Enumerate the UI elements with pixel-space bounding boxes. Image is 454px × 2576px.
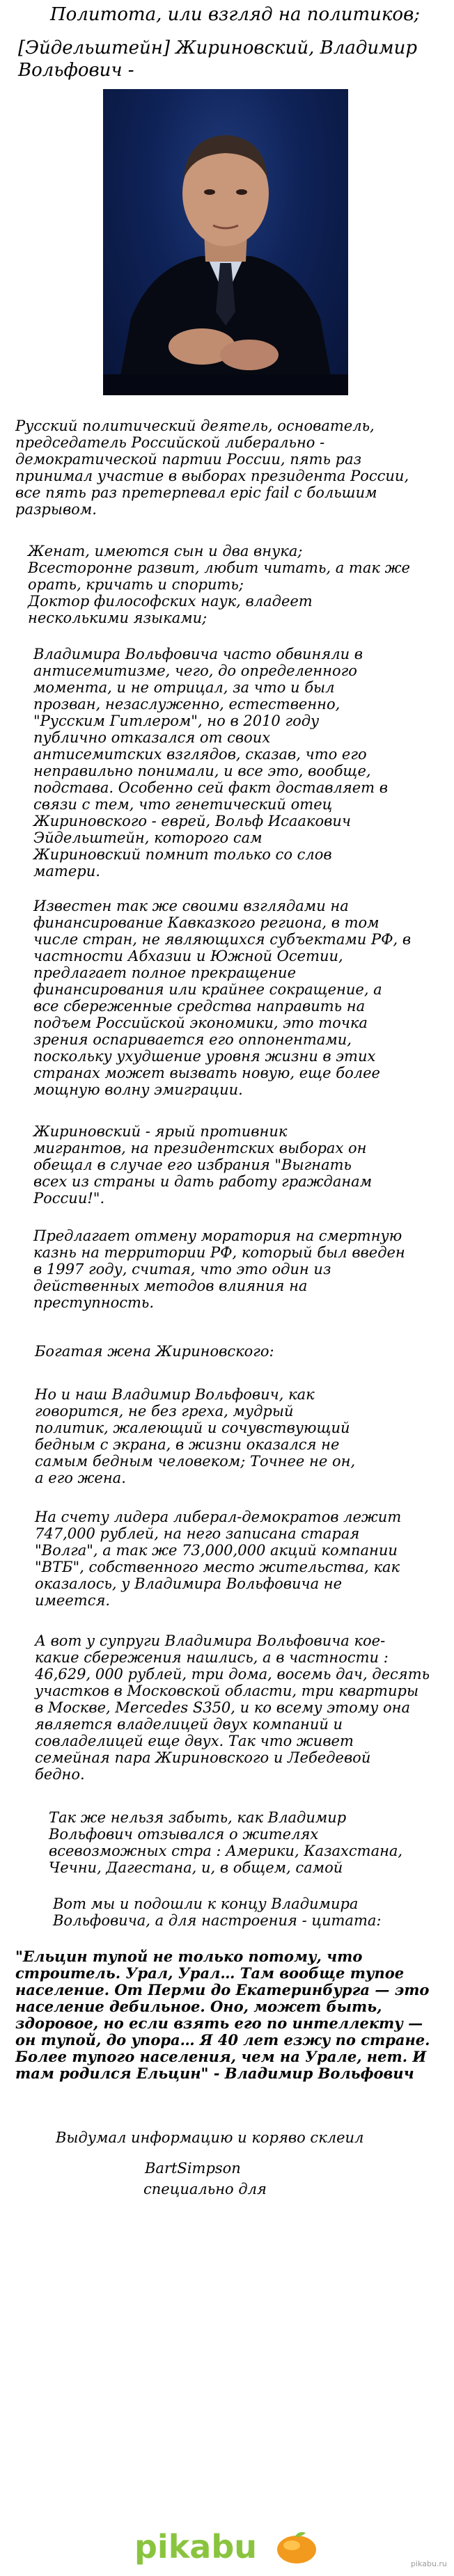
text-line: Жириновский - ярый противник <box>33 1123 288 1140</box>
text-line: Женат, имеются сын и два внука; <box>28 543 303 559</box>
text-line: частности Абхазии и Южной Осетии, <box>33 948 343 964</box>
text-line: антисемитизме, чего, до определенного <box>33 662 357 679</box>
text-line: обещал в случае его избрания "Выгнать <box>33 1156 352 1173</box>
text-line: Чечни, Дагестана, и, в общем, самой <box>49 1859 343 1876</box>
rich-wife-heading: Богатая жена Жириновского: <box>35 1343 274 1360</box>
text-line: несколькими языками; <box>28 610 208 626</box>
text-line: Так же нельзя забыть, как Владимир <box>49 1809 347 1826</box>
text-line: подъем Российской экономики, это точка <box>33 1015 368 1031</box>
text-line: зрения оспаривается его оппонентами, <box>33 1031 352 1048</box>
text-line: Жириновского - еврей, Вольф Исаакович <box>33 813 351 829</box>
text-line: председатель Российской либерально - <box>15 434 325 451</box>
text-line: России!". <box>33 1190 105 1207</box>
text-line: момента, и не отрицал, за что и был <box>33 679 335 696</box>
text-line: подстава. Особенно сей факт доставляет в <box>33 779 388 796</box>
text-line: матери. <box>33 863 100 880</box>
text-line: политик, жалеющий и сочувствующий <box>35 1420 350 1436</box>
text-line: всевозможных стра : Америки, Казахстана, <box>49 1843 403 1859</box>
text-line: Всесторонне развит, любит читать, а так же <box>28 559 410 576</box>
text-line: семейная пара Жириновского и Лебедевой <box>35 1749 371 1766</box>
text-line: предлагает полное прекращение <box>33 964 296 981</box>
text-line: совладелицей еще двух. Так что живет <box>35 1733 354 1749</box>
credits-line: Выдумал информацию и коряво склеил <box>56 2129 364 2146</box>
text-line: публично отказался от своих <box>33 729 271 746</box>
text-line: 46,629, 000 рублей, три дома, восемь дач, десять <box>35 1666 430 1683</box>
text-line: бедным с экрана, в жизни оказался не <box>35 1436 340 1453</box>
text-line: самым бедным человеком; Точнее не он, <box>35 1453 356 1470</box>
text-line: там родился Ельцин" - Владимир Вольфович <box>15 2065 414 2082</box>
text-line: преступность. <box>33 1294 155 1311</box>
text-line: в Москве, Mercedes S350, и ко всему этому она <box>35 1699 410 1716</box>
text-line: Вольфович отзывался о жителях <box>49 1826 319 1843</box>
text-line: прозван, незаслуженно, естественно, <box>33 696 340 713</box>
title-line-2: [Эйдельштейн] Жириновский, Владимир <box>18 38 418 58</box>
text-line: "ВТБ", собственного место жительства, как <box>35 1559 400 1575</box>
text-line: какие сбережения нашлись, а в частности : <box>35 1649 389 1666</box>
text-line: На счету лидера либерал-демократов лежит <box>35 1509 402 1525</box>
pikabu-peach-icon <box>274 2529 320 2565</box>
text-line: орать, кричать и спорить; <box>28 576 244 593</box>
text-line: а его жена. <box>35 1470 126 1486</box>
text-line: странах может вызвать новую, еще более <box>33 1065 380 1081</box>
text-line: Вольфовича, а для настроения - цитата: <box>53 1912 382 1929</box>
text-line: финансирования или крайнее сокращение, а <box>33 981 382 998</box>
text-line: говорится, не без греха, мудрый <box>35 1403 294 1420</box>
text-line: антисемитских взглядов, сказав, что его <box>33 746 367 763</box>
text-line: Предлагает отмену моратория на смертную <box>33 1227 402 1244</box>
text-line: всех из страны и дать работу гражданам <box>33 1173 373 1190</box>
watermark: pikabu.ru <box>411 2559 447 2568</box>
text-line: принимал участие в выборах президента России, <box>15 468 409 484</box>
text-line: А вот у супруги Владимира Вольфовича кое- <box>35 1632 386 1649</box>
text-line: Жириновский помнит только со слов <box>33 846 332 863</box>
text-line: население. От Перми до Екатеринбурга — это <box>15 1981 430 1998</box>
text-line: связи с тем, что генетический отец <box>33 796 333 813</box>
text-line: казнь на территории РФ, который был введен <box>33 1244 405 1261</box>
text-line: 747,000 рублей, на него записана старая <box>35 1525 360 1542</box>
text-line: участков в Московской области, три квартиры <box>35 1683 419 1699</box>
text-line: Владимира Вольфовича часто обвиняли в <box>33 646 363 662</box>
text-line: "Русским Гитлером", но в 2010 году <box>33 713 320 729</box>
text-line: разрывом. <box>15 501 97 518</box>
text-line: Доктор философских наук, владеет <box>28 593 313 610</box>
text-line: здоровое, но если взять его по интеллекту — <box>15 2014 423 2032</box>
credits-author: BartSimpson <box>145 2160 241 2177</box>
text-line: Известен так же своими взглядами на <box>33 898 349 914</box>
text-line: неправильно понимали, и все это, вообще, <box>33 763 371 779</box>
text-line: "Ельцин тупой не только потому, что <box>15 1948 363 1965</box>
text-line: финансирование Кавказкого региона, в том <box>33 914 379 931</box>
text-line: является владелицей двух компаний и <box>35 1716 343 1733</box>
title-line-3: Вольфович - <box>18 60 134 81</box>
credits-line: специально для <box>143 2181 267 2197</box>
text-line: Более тупого населения, чем на Урале, нет. И <box>15 2048 427 2065</box>
text-line: все сбереженные средства направить на <box>33 998 366 1015</box>
text-line: население дебильное. Оно, может быть, <box>15 1998 382 2015</box>
portrait-illustration <box>103 89 348 395</box>
text-line: он тупой, до упора… Я 40 лет езжу по стране. <box>15 2031 430 2049</box>
text-line: поскольку ухудшение уровня жизни в этих <box>33 1048 376 1065</box>
text-line: мигрантов, на президентских выборах он <box>33 1140 367 1156</box>
text-line: все пять раз претерпевал epic fail с большим <box>15 484 377 501</box>
text-line: в 1997 году, считая, что это один из <box>33 1261 331 1278</box>
text-line: "Волга", а так же 73,000,000 акций компании <box>35 1542 398 1559</box>
text-line: бедно. <box>35 1766 85 1783</box>
pikabu-logo <box>129 2525 325 2569</box>
text-line: Эйдельштейн, которого сам <box>33 829 263 846</box>
text-line: Но и наш Владимир Вольфович, как <box>35 1386 315 1403</box>
pikabu-logo-text: pikabu <box>134 2528 258 2566</box>
text-line: имеется. <box>35 1592 111 1609</box>
title-line-1: Политота, или взгляд на политиков; <box>50 4 420 25</box>
text-line: мощную волну эмиграции. <box>33 1081 243 1098</box>
text-line: числе стран, не являющихся субъектами РФ, в <box>33 931 412 948</box>
text-line: демократической партии России, пять раз <box>15 451 362 468</box>
portrait-photo <box>103 89 348 395</box>
text-line: строитель. Урал, Урал… Там вообще тупое <box>15 1964 405 1982</box>
text-line: действенных методов влияния на <box>33 1278 308 1294</box>
text-line: оказалось, у Владимира Вольфовича не <box>35 1575 343 1592</box>
text-line: Русский политический деятель, основатель, <box>15 418 375 434</box>
text-line: Вот мы и подошли к концу Владимира <box>53 1895 359 1912</box>
